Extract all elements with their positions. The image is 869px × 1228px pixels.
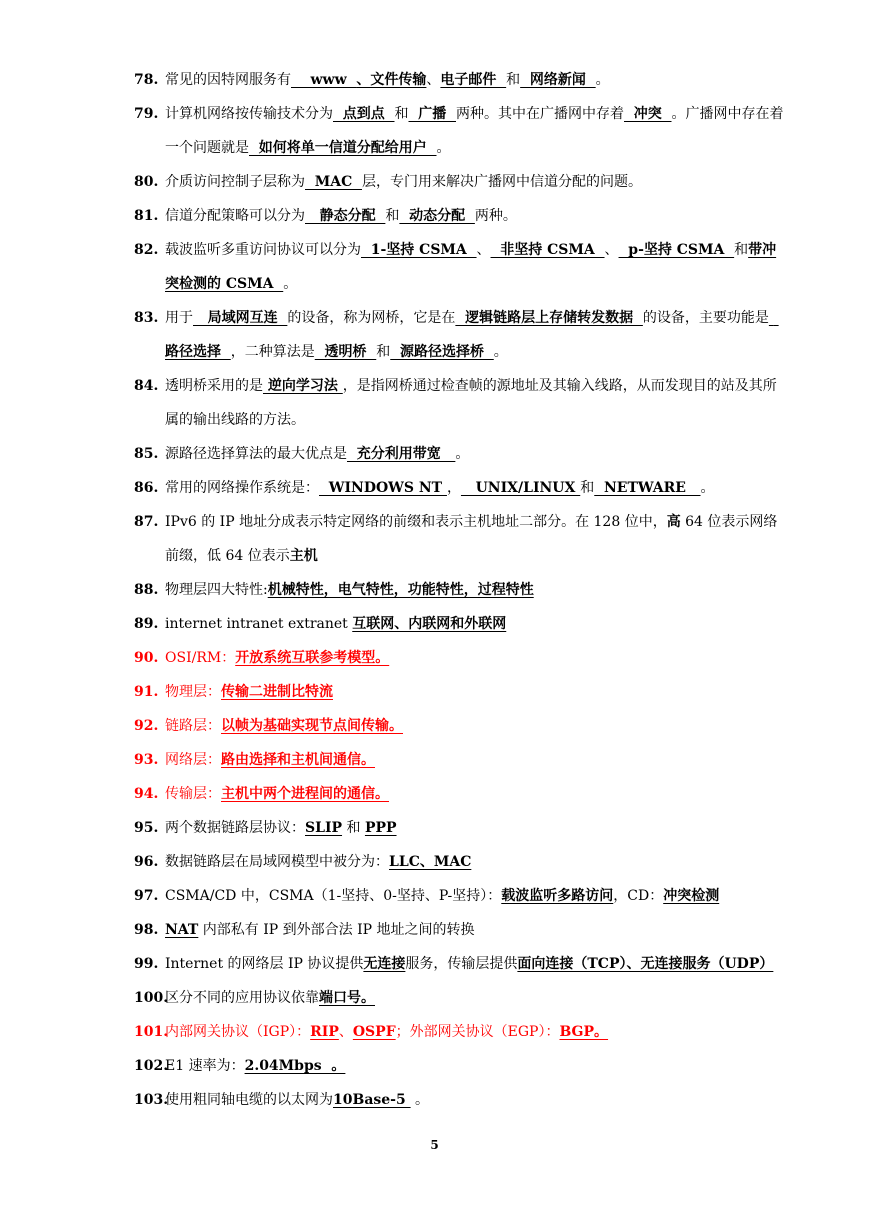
question-text: [165, 743, 788, 777]
question-text: [165, 675, 788, 709]
question-item: [134, 505, 788, 573]
answer-blank: 无连接: [363, 956, 406, 972]
question-text: [165, 777, 788, 811]
question-number: 86.: [134, 480, 159, 496]
question-fragment: 两种。其中在广播网中存着: [456, 106, 624, 122]
answer-blank: NETWARE: [594, 480, 701, 496]
question-fragment: Internet 的网络层 IP 协议提供: [165, 956, 364, 972]
question-fragment: 的设备，称为网桥，它是在: [287, 310, 456, 326]
question-item: [134, 165, 788, 199]
question-fragment: 内部网关协议（IGP）：: [165, 1024, 311, 1040]
question-fragment: 。: [436, 140, 451, 156]
question-text: [165, 811, 788, 845]
question-item: [134, 879, 788, 913]
question-number: 93.: [134, 752, 159, 768]
question-fragment: internet intranet extranet: [165, 616, 353, 632]
question-number: 85.: [134, 446, 159, 462]
answer-blank: OSPF: [352, 1024, 396, 1040]
question-fragment: 、: [604, 242, 619, 258]
question-fragment: 和: [376, 344, 391, 360]
question-fragment: IPv6 的 IP 地址分成表示特定网络的前缀和表示主机地址二部分。在 128 位中，: [165, 514, 667, 530]
answer-blank: 1-坚持 CSMA: [361, 242, 477, 258]
question-fragment: 、: [476, 242, 491, 258]
question-fragment: 。: [455, 446, 470, 462]
question-fragment: 的设备，主要功能是: [642, 310, 769, 326]
question-number: 87.: [134, 514, 159, 530]
question-item: [134, 573, 788, 607]
question-text: [165, 233, 788, 301]
answer-blank: 载波监听多路访问: [501, 888, 614, 904]
question-fragment: 。: [595, 72, 610, 88]
answer-blank: 非坚持 CSMA: [490, 242, 605, 258]
question-text: [165, 913, 788, 947]
question-number: 96.: [134, 854, 159, 870]
answer-blank: 局域网互连: [193, 310, 288, 326]
question-number: 92.: [134, 718, 159, 734]
answer-blank: 冲突: [624, 106, 672, 122]
answer-blank: 充分利用带宽: [347, 446, 456, 462]
question-fragment: 透明桥采用的是: [165, 378, 263, 394]
answer-blank: PPP: [364, 820, 397, 836]
question-fragment: 常用的网络操作系统是：: [165, 480, 319, 496]
question-number: 80.: [134, 174, 159, 190]
bold-text: 主机: [289, 548, 318, 564]
question-fragment: 介质访问控制子层称为: [165, 174, 305, 190]
question-fragment: ，: [446, 480, 461, 496]
question-fragment: 层，专门用来解决广播网中信道分配的问题。: [362, 174, 642, 190]
question-fragment: 和: [734, 242, 749, 258]
question-fragment: ，二种算法是: [230, 344, 315, 360]
question-number: 88.: [134, 582, 159, 598]
answer-blank: 开放系统互联参考模型。: [235, 650, 390, 666]
question-text: [165, 879, 788, 913]
bold-text: 高: [666, 514, 681, 530]
question-item: [134, 947, 788, 981]
answer-blank: 传输二进制比特流: [221, 684, 333, 700]
question-number: 82.: [134, 242, 159, 258]
answer-blank: WINDOWS NT: [319, 480, 447, 496]
answer-blank: RIP: [310, 1024, 339, 1040]
question-fragment: 和: [342, 820, 365, 836]
question-fragment: 网络层：: [165, 752, 221, 768]
question-text: [165, 437, 788, 471]
answer-blank: 2.04Mbps 。: [244, 1058, 346, 1074]
question-text: [165, 607, 788, 641]
question-number: 89.: [134, 616, 159, 632]
answer-blank: 以帧为基础实现节点间传输。: [221, 718, 403, 734]
question-text: [165, 981, 788, 1015]
answer-blank: 机械特性，电气特性，功能特性，过程特性: [267, 582, 534, 598]
question-fragment: 常见的因特网服务有: [165, 72, 291, 88]
question-fragment: 两种。: [474, 208, 517, 224]
question-item: [134, 675, 788, 709]
question-fragment: 和: [394, 106, 409, 122]
question-text: [165, 369, 788, 437]
question-number: 99.: [134, 956, 159, 972]
question-number: 100.: [134, 990, 169, 1006]
question-item: [134, 63, 788, 97]
question-fragment: 载波监听多重访问协议可以分为: [165, 242, 361, 258]
question-number: 78.: [134, 72, 159, 88]
question-fragment: 区分不同的应用协议依靠: [165, 990, 319, 1006]
answer-blank: 网络新闻: [520, 72, 596, 88]
question-number: 103.: [134, 1092, 169, 1108]
question-text: [165, 709, 788, 743]
answer-blank: UNIX/LINUX: [460, 480, 581, 496]
question-number: 79.: [134, 106, 159, 122]
question-text: [165, 947, 788, 981]
question-item: [134, 199, 788, 233]
question-text: [165, 301, 788, 369]
question-fragment: 两个数据链路层协议：: [165, 820, 305, 836]
question-fragment: 用于: [165, 310, 193, 326]
question-number: 98.: [134, 922, 159, 938]
answer-blank: 主机中两个进程间的通信。: [221, 786, 389, 802]
question-item: [134, 709, 788, 743]
question-item: [134, 369, 788, 437]
question-fragment: 数据链路层在局域网模型中被分为：: [165, 854, 389, 870]
answer-blank: 冲突检测: [663, 888, 720, 904]
question-fragment: 和: [385, 208, 400, 224]
answer-blank: 广播: [408, 106, 456, 122]
answer-blank: www: [291, 72, 357, 88]
answer-blank: 路由选择和主机间通信。: [221, 752, 375, 768]
question-number: 97.: [134, 888, 159, 904]
question-text: [165, 471, 788, 505]
page-number: 5: [430, 1138, 439, 1152]
question-fragment: 。: [700, 480, 715, 496]
question-fragment: 信道分配策略可以分为: [165, 208, 305, 224]
question-fragment: 、: [426, 72, 441, 88]
question-text: [165, 641, 788, 675]
answer-blank: MAC: [305, 174, 362, 190]
answer-blank: 带冲突检测的 CSMA: [165, 242, 777, 292]
question-text: [165, 505, 788, 573]
answer-blank: 路径选择: [165, 310, 779, 360]
answer-blank: 互联网、内联网和外联网: [352, 616, 507, 632]
question-item: [134, 981, 788, 1015]
answer-blank: 10Base-5: [333, 1092, 411, 1108]
question-item: [134, 607, 788, 641]
question-item: [134, 913, 788, 947]
question-fragment: 计算机网络按传输技术分为: [165, 106, 333, 122]
answer-blank: SLIP: [305, 820, 343, 836]
question-item: [134, 811, 788, 845]
answer-blank: LLC、MAC: [389, 854, 472, 870]
answer-blank: 端口号。: [319, 990, 375, 1006]
question-text: [165, 1083, 788, 1117]
question-number: 95.: [134, 820, 159, 836]
question-item: [134, 1083, 788, 1117]
question-number: 91.: [134, 684, 159, 700]
question-fragment: 。: [493, 344, 508, 360]
question-fragment: OSI/RM：: [165, 650, 236, 666]
question-number: 101.: [134, 1024, 169, 1040]
question-item: [134, 641, 788, 675]
question-fragment: 。: [283, 276, 298, 292]
answer-blank: p-坚持 CSMA: [618, 242, 735, 258]
question-fragment: ，CD：: [613, 888, 664, 904]
answer-blank: 逻辑链路层上存储转发数据: [455, 310, 643, 326]
question-fragment: 物理层四大特性:: [165, 582, 268, 598]
question-number: 81.: [134, 208, 159, 224]
answer-blank: 面向连接（TCP）、无连接服务（UDP）: [517, 956, 774, 972]
question-text: [165, 165, 788, 199]
answer-blank: 透明桥: [314, 344, 377, 360]
question-text: [165, 845, 788, 879]
answer-blank: NAT: [165, 922, 199, 938]
question-fragment: ，是指网桥通过检查帧的源地址及其输入线路，从而发现目的站及其所属的输出线路的方法。: [165, 378, 777, 428]
question-text: [165, 63, 788, 97]
question-item: [134, 437, 788, 471]
answer-blank: 源路径选择桥: [390, 344, 494, 360]
question-fragment: 和: [506, 72, 521, 88]
question-text: [165, 199, 788, 233]
question-item: [134, 97, 788, 165]
question-fragment: 物理层：: [165, 684, 221, 700]
question-number: 102.: [134, 1058, 169, 1074]
question-fragment: 。广播网中存在着一个问题就是: [165, 106, 784, 156]
question-fragment: CSMA/CD 中，CSMA（1-坚持、0-坚持、P-坚持）：: [165, 888, 502, 904]
question-item: [134, 301, 788, 369]
question-fragment: 64 位表示网络前缀，低 64 位表示: [165, 514, 778, 564]
question-number: 83.: [134, 310, 159, 326]
question-item: [134, 1049, 788, 1083]
question-fragment: 、: [338, 1024, 353, 1040]
question-item: [134, 471, 788, 505]
question-number: 94.: [134, 786, 159, 802]
answer-blank: 逆向学习法: [263, 378, 343, 394]
question-number: 84.: [134, 378, 159, 394]
question-fragment: 使用粗同轴电缆的以太网为: [165, 1092, 333, 1108]
question-text: [165, 573, 788, 607]
answer-blank: 点到点: [333, 106, 395, 122]
question-text: [165, 1015, 788, 1049]
answer-blank: 动态分配: [399, 208, 475, 224]
question-fragment: 内部私有 IP 到外部合法 IP 地址之间的转换: [198, 922, 475, 938]
question-fragment: ；外部网关协议（EGP）：: [395, 1024, 560, 1040]
answer-blank: BGP。: [559, 1024, 609, 1040]
question-number: 90.: [134, 650, 159, 666]
question-item: [134, 845, 788, 879]
question-fragment: 源路径选择算法的最大优点是: [165, 446, 347, 462]
question-text: [165, 1049, 788, 1083]
answer-blank: 如何将单一信道分配给用户: [249, 140, 437, 156]
question-item: [134, 743, 788, 777]
answer-blank: 、文件传输: [356, 72, 427, 88]
question-fragment: 。: [410, 1092, 430, 1108]
question-fragment: E1 速率为：: [165, 1058, 245, 1074]
question-fragment: 和: [580, 480, 595, 496]
question-item: [134, 777, 788, 811]
answer-blank: 电子邮件: [440, 72, 507, 88]
question-item: [134, 1015, 788, 1049]
question-text: [165, 97, 788, 165]
question-item: [134, 233, 788, 301]
question-fragment: 链路层：: [165, 718, 221, 734]
answer-blank: 静态分配: [305, 208, 386, 224]
question-fragment: 服务，传输层提供: [405, 956, 518, 972]
question-fragment: 传输层：: [165, 786, 221, 802]
